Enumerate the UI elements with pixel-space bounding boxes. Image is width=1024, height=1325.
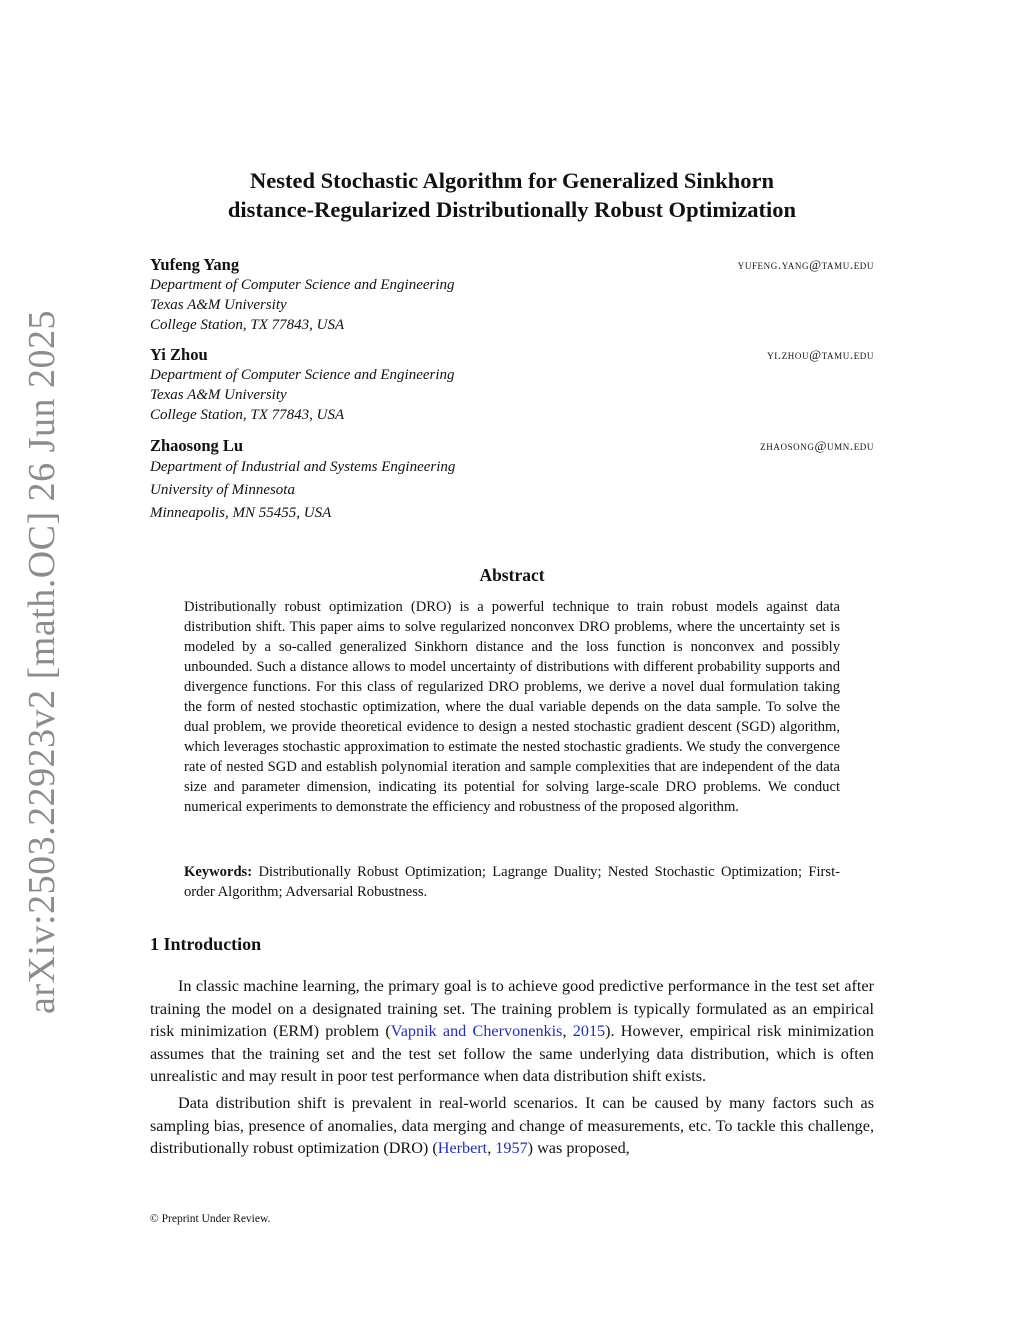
- author-address: Minneapolis, MN 55455, USA: [150, 505, 332, 521]
- citation-separator: ,: [487, 1139, 496, 1158]
- author-block-2: [150, 345, 874, 425]
- author-address: College Station, TX 77843, USA: [150, 407, 345, 423]
- author-institution: Texas A&M University: [150, 387, 287, 403]
- keywords: [184, 862, 840, 902]
- paragraph-text: ) was proposed,: [527, 1139, 630, 1158]
- citation-year-link[interactable]: 2015: [572, 1022, 606, 1041]
- paper-title: [150, 166, 874, 224]
- arxiv-identifier-stamp: arXiv:2503.22923v2 [math.OC] 26 Jun 2025: [21, 310, 63, 1014]
- author-email[interactable]: yufeng.yang@tamu.edu: [737, 257, 874, 272]
- citation-link[interactable]: Vapnik and Chervonenkis: [390, 1022, 563, 1041]
- author-name: Zhaosong Lu: [150, 436, 244, 455]
- section-heading-introduction: 1 Introduction: [150, 934, 262, 954]
- author-block-1: [150, 255, 874, 335]
- citation-separator: ,: [562, 1022, 573, 1041]
- title-line-2: distance-Regularized Distributionally Robust Optimization: [227, 197, 797, 222]
- author-department: Department of Industrial and Systems Engineering: [150, 459, 456, 475]
- abstract-body: Distributionally robust optimization (DRO) is a powerful technique to train robust models against data distribution shift. This paper aims to solve regularized nonconvex DRO problems, where the uncertainty set is modeled by a so-called generalized Sinkhorn distance and the loss function is nonconvex and possibly unbounded. Such a distance allows to model uncertainty of distributions with different probability supports and divergence functions. For this class of regularized DRO problems, we derive a novel dual formulation taking the form of nested stochastic optimization, where the dual variable depends on the data sample. To solve the dual problem, we provide theoretical evidence to design a nested stochastic gradient descent (SGD) algorithm, which leverages stochastic approximation to estimate the nested stochastic gradients. We study the convergence rate of nested SGD and establish polynomial iteration and sample complexities that are independent of the data size and parameter dimension, indicating its potential for solving large-scale DRO problems. We conduct numerical experiments to demonstrate the efficiency and robustness of the proposed algorithm.: [184, 599, 840, 816]
- title-line-1: Nested Stochastic Algorithm for Generalized Sinkhorn: [250, 168, 774, 193]
- paragraph-text: Data distribution shift is prevalent in real-world scenarios. It can be caused by many factors such as sampling bias, presence of anomalies, data merging and change of measurements, etc. To tackle this challenge, distributionally robust optimization (DRO) (: [150, 1093, 874, 1158]
- introduction-text: [150, 975, 874, 1164]
- paragraph-text: ). However, empirical risk minimization assumes that the training set and the test set follow the same underlying data distribution, which is often unrealistic and may result in poor test performance when data distribution shift exists.: [150, 1022, 875, 1086]
- author-name: Yufeng Yang: [150, 255, 240, 274]
- keywords-label: Keywords:: [184, 864, 253, 880]
- citation-link[interactable]: Herbert: [437, 1139, 488, 1158]
- author-email[interactable]: yi.zhou@tamu.edu: [767, 347, 874, 362]
- author-department: Department of Computer Science and Engineering: [150, 277, 455, 293]
- paragraph-text: In classic machine learning, the primary goal is to achieve good predictive performance in the test set after training the model on a designated training set. The training problem is typically formulated as an empirical risk minimization (ERM) problem (: [150, 977, 874, 1041]
- paragraph: [150, 975, 874, 1088]
- citation-year-link[interactable]: 1957: [495, 1139, 528, 1158]
- keywords-list: Distributionally Robust Optimization; Lagrange Duality; Nested Stochastic Optimization; First-order Algorithm; Adversarial Robustness.: [184, 864, 840, 900]
- author-block-3: [150, 436, 874, 525]
- author-address: College Station, TX 77843, USA: [150, 317, 345, 333]
- author-institution: University of Minnesota: [150, 482, 295, 498]
- author-name: Yi Zhou: [150, 345, 208, 364]
- paragraph: [150, 1092, 874, 1160]
- footer-note: © Preprint Under Review.: [150, 1213, 271, 1225]
- author-department: Department of Computer Science and Engineering: [150, 367, 455, 383]
- author-email[interactable]: zhaosong@umn.edu: [760, 438, 874, 453]
- author-institution: Texas A&M University: [150, 297, 287, 313]
- abstract-heading: Abstract: [479, 565, 545, 585]
